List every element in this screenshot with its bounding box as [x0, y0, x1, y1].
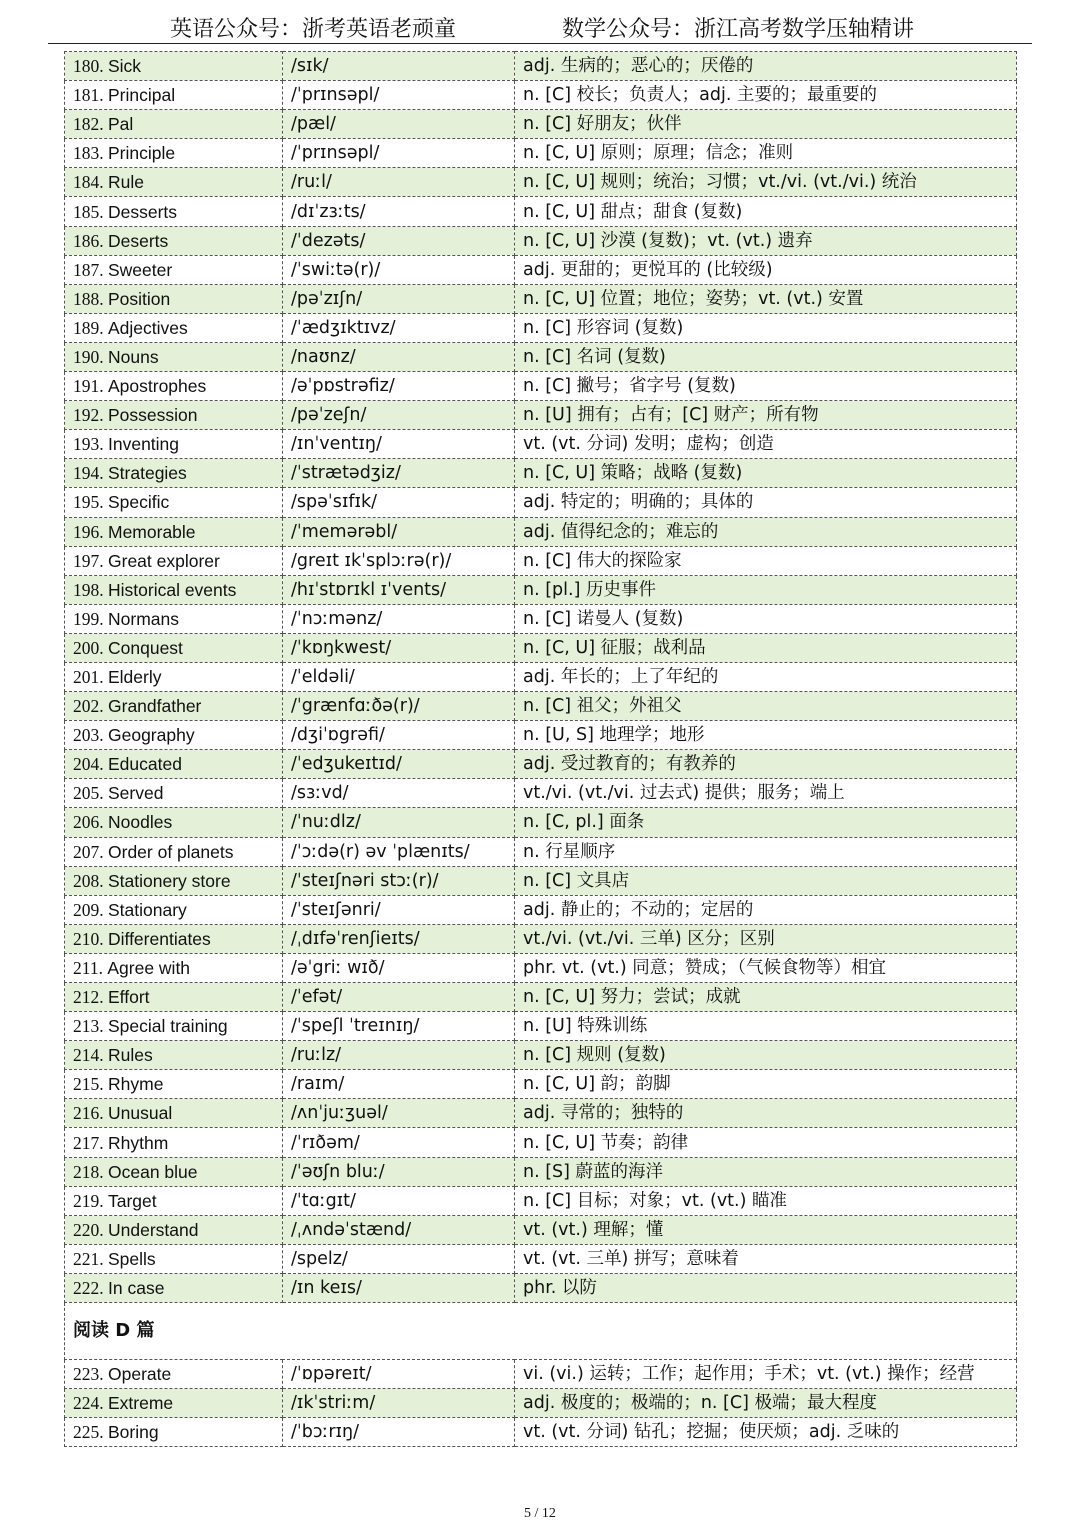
- entry-word: Possession: [108, 405, 198, 426]
- entry-word: Great explorer: [108, 550, 220, 571]
- definition-cell: n. [C, U] 策略；战略 (复数): [515, 459, 1017, 488]
- definition-cell: adj. 值得纪念的；难忘的: [515, 517, 1017, 546]
- definition-cell: n. [C] 好朋友；伙伴: [515, 110, 1017, 139]
- table-row: [65, 488, 1017, 517]
- table-row: [65, 1273, 1017, 1302]
- definition-cell: adj. 生病的；恶心的；厌倦的: [515, 52, 1017, 81]
- entry-number: 213.: [73, 1016, 104, 1037]
- vocabulary-rows-part2: [65, 1360, 1017, 1447]
- phonetic-cell: /sɪk/: [283, 52, 515, 81]
- definition-cell: n. [C] 撇号；省字号 (复数): [515, 372, 1017, 401]
- word-cell: [65, 692, 283, 721]
- phonetic-cell: /ˈbɔːrɪŋ/: [283, 1418, 515, 1447]
- entry-number: 191.: [73, 376, 104, 397]
- word-cell: [65, 110, 283, 139]
- entry-word: Target: [108, 1190, 157, 1211]
- definition-cell: n. [C] 文具店: [515, 866, 1017, 895]
- table-row: [65, 342, 1017, 371]
- entry-word: Grandfather: [108, 696, 202, 717]
- definition-cell: n. [C] 伟大的探险家: [515, 546, 1017, 575]
- table-row: [65, 1186, 1017, 1215]
- entry-word: Educated: [108, 754, 182, 775]
- entry-word: Agree with: [107, 957, 191, 978]
- entry-number: 189.: [73, 317, 104, 338]
- phonetic-cell: /ˈkɒŋkwest/: [283, 633, 515, 662]
- entry-word: Adjectives: [108, 317, 188, 338]
- phonetic-cell: /ˈnuːdlz/: [283, 808, 515, 837]
- definition-cell: n. [U] 拥有；占有；[C] 财产；所有物: [515, 401, 1017, 430]
- definition-cell: n. [pl.] 历史事件: [515, 575, 1017, 604]
- phonetic-cell: /spelz/: [283, 1244, 515, 1273]
- entry-word: Inventing: [108, 434, 180, 455]
- word-cell: [65, 226, 283, 255]
- table-row: [65, 662, 1017, 691]
- table-row: [65, 372, 1017, 401]
- definition-cell: adj. 特定的；明确的；具体的: [515, 488, 1017, 517]
- entry-number: 212.: [73, 987, 104, 1008]
- entry-word: Extreme: [108, 1393, 174, 1414]
- entry-word: Special training: [108, 1016, 228, 1037]
- word-cell: [65, 983, 283, 1012]
- entry-word: Elderly: [108, 667, 162, 688]
- page-header: [0, 12, 1080, 44]
- word-cell: [65, 1012, 283, 1041]
- entry-word: Position: [108, 288, 171, 309]
- entry-word: Nouns: [108, 346, 159, 367]
- section-title: 阅读 D 篇: [65, 1303, 1017, 1360]
- entry-word: Sweeter: [108, 259, 173, 280]
- entry-number: 199.: [73, 608, 104, 629]
- word-cell: [65, 1157, 283, 1186]
- word-cell: [65, 1186, 283, 1215]
- definition-cell: n. [U] 特殊训练: [515, 1012, 1017, 1041]
- word-cell: [65, 1070, 283, 1099]
- word-cell: [65, 924, 283, 953]
- entry-word: Spells: [108, 1248, 156, 1269]
- definition-cell: adj. 年长的；上了年纪的: [515, 662, 1017, 691]
- entry-number: 220.: [73, 1219, 104, 1240]
- definition-cell: n. [C, pl.] 面条: [515, 808, 1017, 837]
- phonetic-cell: /pæl/: [283, 110, 515, 139]
- definition-cell: vt. (vt. 分词) 发明；虚构；创造: [515, 430, 1017, 459]
- definition-cell: adj. 受过教育的；有教养的: [515, 750, 1017, 779]
- phonetic-cell: /ˌʌndəˈstænd/: [283, 1215, 515, 1244]
- word-cell: [65, 575, 283, 604]
- word-cell: [65, 953, 283, 982]
- phonetic-cell: /raɪm/: [283, 1070, 515, 1099]
- word-cell: [65, 255, 283, 284]
- table-row: [65, 953, 1017, 982]
- entry-word: Boring: [108, 1422, 159, 1443]
- definition-cell: phr. 以防: [515, 1273, 1017, 1302]
- phonetic-cell: /ˈnɔːmənz/: [283, 604, 515, 633]
- definition-cell: vt./vi. (vt./vi. 过去式) 提供；服务；端上: [515, 779, 1017, 808]
- entry-word: Operate: [108, 1364, 172, 1385]
- header-divider: [48, 43, 1032, 44]
- phonetic-cell: /ˈsteɪʃənri/: [283, 895, 515, 924]
- word-cell: [65, 750, 283, 779]
- word-cell: [65, 546, 283, 575]
- table-row: [65, 110, 1017, 139]
- page-number: 5 / 12: [524, 1506, 556, 1521]
- definition-cell: n. [C] 目标；对象；vt. (vt.) 瞄准: [515, 1186, 1017, 1215]
- entry-number: 201.: [73, 667, 104, 688]
- phonetic-cell: /əˈpɒstrəfiz/: [283, 372, 515, 401]
- entry-word: Rule: [108, 172, 144, 193]
- entry-word: Memorable: [108, 521, 196, 542]
- entry-word: Ocean blue: [108, 1161, 198, 1182]
- entry-word: Pal: [108, 114, 134, 135]
- entry-number: 223.: [73, 1364, 104, 1385]
- entry-number: 197.: [73, 550, 104, 571]
- definition-cell: n. [C, U] 位置；地位；姿势；vt. (vt.) 安置: [515, 284, 1017, 313]
- definition-cell: vt. (vt. 三单) 拼写；意味着: [515, 1244, 1017, 1273]
- entry-number: 221.: [73, 1248, 104, 1269]
- word-cell: [65, 139, 283, 168]
- table-row: [65, 1360, 1017, 1389]
- phonetic-cell: /hɪˈstɒrɪkl ɪˈvents/: [283, 575, 515, 604]
- table-row: [65, 750, 1017, 779]
- phonetic-cell: /pəˈzeʃn/: [283, 401, 515, 430]
- table-row: [65, 633, 1017, 662]
- table-row: [65, 692, 1017, 721]
- table-row: [65, 168, 1017, 197]
- definition-cell: vt. (vt.) 理解；懂: [515, 1215, 1017, 1244]
- word-cell: [65, 779, 283, 808]
- definition-cell: n. [C] 形容词 (复数): [515, 313, 1017, 342]
- entry-word: Principal: [108, 85, 176, 106]
- entry-number: 219.: [73, 1190, 104, 1211]
- entry-number: 196.: [73, 521, 104, 542]
- table-row: [65, 81, 1017, 110]
- definition-cell: n. [S] 蔚蓝的海洋: [515, 1157, 1017, 1186]
- entry-word: Deserts: [108, 230, 169, 251]
- entry-number: 211.: [73, 957, 103, 978]
- section-heading-row: [65, 1303, 1017, 1360]
- entry-word: Stationary: [108, 899, 187, 920]
- definition-cell: vt. (vt. 分词) 钻孔；挖掘；使厌烦；adj. 乏味的: [515, 1418, 1017, 1447]
- entry-number: 190.: [73, 346, 104, 367]
- phonetic-cell: /ˌdɪfəˈrenʃieɪts/: [283, 924, 515, 953]
- word-cell: [65, 1099, 283, 1128]
- entry-word: Differentiates: [108, 928, 211, 949]
- table-row: [65, 1128, 1017, 1157]
- entry-number: 188.: [73, 288, 104, 309]
- word-cell: [65, 808, 283, 837]
- word-cell: [65, 1273, 283, 1302]
- definition-cell: n. [C, U] 韵；韵脚: [515, 1070, 1017, 1099]
- word-cell: [65, 662, 283, 691]
- entry-word: Rhythm: [108, 1132, 169, 1153]
- word-cell: [65, 342, 283, 371]
- definition-cell: n. [C, U] 征服；战利品: [515, 633, 1017, 662]
- entry-word: Specific: [108, 492, 170, 513]
- word-cell: [65, 284, 283, 313]
- entry-word: Stationery store: [108, 870, 231, 891]
- word-cell: [65, 895, 283, 924]
- entry-number: 214.: [73, 1045, 104, 1066]
- phonetic-cell: /ˈrɪðəm/: [283, 1128, 515, 1157]
- entry-number: 208.: [73, 870, 104, 891]
- table-row: [65, 197, 1017, 226]
- entry-number: 198.: [73, 579, 104, 600]
- entry-word: Normans: [108, 608, 179, 629]
- definition-cell: n. [C] 祖父；外祖父: [515, 692, 1017, 721]
- word-cell: [65, 1215, 283, 1244]
- entry-number: 224.: [73, 1393, 104, 1414]
- word-cell: [65, 401, 283, 430]
- definition-cell: n. [C, U] 努力；尝试；成就: [515, 983, 1017, 1012]
- phonetic-cell: /ˈswiːtə(r)/: [283, 255, 515, 284]
- phonetic-cell: /əˈgriː wɪð/: [283, 953, 515, 982]
- entry-number: 202.: [73, 696, 104, 717]
- table-row: [65, 983, 1017, 1012]
- definition-cell: adj. 更甜的；更悦耳的 (比较级): [515, 255, 1017, 284]
- definition-cell: n. [C] 规则 (复数): [515, 1041, 1017, 1070]
- word-cell: [65, 168, 283, 197]
- entry-word: Rules: [108, 1045, 153, 1066]
- phonetic-cell: /ˈprɪnsəpl/: [283, 81, 515, 110]
- table-row: [65, 459, 1017, 488]
- phonetic-cell: /ˈeldəli/: [283, 662, 515, 691]
- entry-number: 183.: [73, 143, 104, 164]
- word-cell: [65, 430, 283, 459]
- word-cell: [65, 1244, 283, 1273]
- definition-cell: vi. (vi.) 运转；工作；起作用；手术；vt. (vt.) 操作；经营: [515, 1360, 1017, 1389]
- phonetic-cell: /dɪˈzɜːts/: [283, 197, 515, 226]
- entry-number: 222.: [73, 1277, 104, 1298]
- word-cell: [65, 488, 283, 517]
- entry-number: 210.: [73, 928, 104, 949]
- definition-cell: n. [C, U] 甜点；甜食 (复数): [515, 197, 1017, 226]
- definition-cell: n. [C, U] 规则；统治；习惯；vt./vi. (vt./vi.) 统治: [515, 168, 1017, 197]
- phonetic-cell: /sɜːvd/: [283, 779, 515, 808]
- entry-word: Desserts: [108, 201, 178, 222]
- entry-number: 182.: [73, 114, 104, 135]
- word-cell: [65, 81, 283, 110]
- entry-word: Rhyme: [108, 1074, 164, 1095]
- phonetic-cell: /ˈefət/: [283, 983, 515, 1012]
- header-math-account: 数学公众号：浙江高考数学压轴精讲: [562, 17, 915, 42]
- section-heading-group: [65, 1303, 1017, 1360]
- word-cell: [65, 459, 283, 488]
- definition-cell: n. [C, U] 原则；原理；信念；准则: [515, 139, 1017, 168]
- definition-cell: n. [C] 校长；负责人；adj. 主要的；最重要的: [515, 81, 1017, 110]
- table-row: [65, 226, 1017, 255]
- table-row: [65, 1041, 1017, 1070]
- table-row: [65, 837, 1017, 866]
- entry-number: 209.: [73, 899, 104, 920]
- phonetic-cell: /ˈɔːdə(r) əv ˈplænɪts/: [283, 837, 515, 866]
- phonetic-cell: /ˈædʒɪktɪvz/: [283, 313, 515, 342]
- entry-number: 192.: [73, 405, 104, 426]
- word-cell: [65, 633, 283, 662]
- phonetic-cell: /naʊnz/: [283, 342, 515, 371]
- phonetic-cell: /ruːl/: [283, 168, 515, 197]
- phonetic-cell: /ˈedʒukeɪtɪd/: [283, 750, 515, 779]
- table-row: [65, 808, 1017, 837]
- entry-word: Served: [108, 783, 164, 804]
- entry-number: 203.: [73, 725, 104, 746]
- entry-number: 181.: [73, 85, 104, 106]
- entry-word: Noodles: [108, 812, 173, 833]
- phonetic-cell: /ˈprɪnsəpl/: [283, 139, 515, 168]
- phonetic-cell: /ˈɒpəreɪt/: [283, 1360, 515, 1389]
- table-row: [65, 895, 1017, 924]
- table-row: [65, 401, 1017, 430]
- entry-number: 193.: [73, 434, 104, 455]
- word-cell: [65, 604, 283, 633]
- entry-number: 184.: [73, 172, 104, 193]
- table-row: [65, 1244, 1017, 1273]
- table-row: [65, 430, 1017, 459]
- word-cell: [65, 837, 283, 866]
- table-row: [65, 604, 1017, 633]
- table-row: [65, 517, 1017, 546]
- word-cell: [65, 1360, 283, 1389]
- phonetic-cell: /ˈstrætədʒiz/: [283, 459, 515, 488]
- table-row: [65, 1389, 1017, 1418]
- entry-word: Understand: [108, 1219, 199, 1240]
- definition-cell: adj. 极度的；极端的；n. [C] 极端；最大程度: [515, 1389, 1017, 1418]
- entry-word: Historical events: [108, 579, 237, 600]
- word-cell: [65, 721, 283, 750]
- definition-cell: vt./vi. (vt./vi. 三单) 区分；区别: [515, 924, 1017, 953]
- phonetic-cell: /greɪt ɪkˈsplɔːrə(r)/: [283, 546, 515, 575]
- phonetic-cell: /ˈdezəts/: [283, 226, 515, 255]
- entry-number: 215.: [73, 1074, 104, 1095]
- table-row: [65, 1215, 1017, 1244]
- entry-word: Sick: [108, 56, 142, 77]
- definition-cell: phr. vt. (vt.) 同意；赞成；（气候食物等）相宜: [515, 953, 1017, 982]
- definition-cell: n. [C, U] 沙漠 (复数)；vt. (vt.) 遗弃: [515, 226, 1017, 255]
- definition-cell: n. [C] 诺曼人 (复数): [515, 604, 1017, 633]
- phonetic-cell: /pəˈzɪʃn/: [283, 284, 515, 313]
- definition-cell: adj. 静止的；不动的；定居的: [515, 895, 1017, 924]
- definition-cell: n. [U, S] 地理学；地形: [515, 721, 1017, 750]
- word-cell: [65, 197, 283, 226]
- phonetic-cell: /spəˈsɪfɪk/: [283, 488, 515, 517]
- table-row: [65, 313, 1017, 342]
- entry-number: 180.: [73, 56, 104, 77]
- table-row: [65, 1157, 1017, 1186]
- word-cell: [65, 372, 283, 401]
- entry-word: Strategies: [108, 463, 187, 484]
- word-cell: [65, 313, 283, 342]
- entry-word: Geography: [108, 725, 195, 746]
- definition-cell: adj. 寻常的；独特的: [515, 1099, 1017, 1128]
- table-row: [65, 575, 1017, 604]
- word-cell: [65, 517, 283, 546]
- entry-number: 207.: [73, 841, 104, 862]
- table-row: [65, 924, 1017, 953]
- table-row: [65, 721, 1017, 750]
- entry-number: 205.: [73, 783, 104, 804]
- entry-number: 218.: [73, 1161, 104, 1182]
- table-row: [65, 1099, 1017, 1128]
- entry-number: 195.: [73, 492, 104, 513]
- entry-number: 204.: [73, 754, 104, 775]
- definition-cell: n. [C] 名词 (复数): [515, 342, 1017, 371]
- header-english-account: 英语公众号：浙考英语老顽童: [170, 17, 457, 42]
- entry-number: 194.: [73, 463, 104, 484]
- entry-number: 200.: [73, 637, 104, 658]
- definition-cell: n. [C, U] 节奏；韵律: [515, 1128, 1017, 1157]
- word-cell: [65, 1418, 283, 1447]
- table-row: [65, 284, 1017, 313]
- entry-word: Order of planets: [108, 841, 234, 862]
- entry-number: 186.: [73, 230, 104, 251]
- phonetic-cell: /ˈəʊʃn bluː/: [283, 1157, 515, 1186]
- entry-word: Conquest: [108, 637, 183, 658]
- entry-word: Apostrophes: [108, 376, 207, 397]
- table-row: [65, 1070, 1017, 1099]
- entry-number: 185.: [73, 201, 104, 222]
- table-row: [65, 546, 1017, 575]
- phonetic-cell: /ˈtɑːgɪt/: [283, 1186, 515, 1215]
- entry-word: In case: [108, 1277, 165, 1298]
- definition-cell: n. 行星顺序: [515, 837, 1017, 866]
- phonetic-cell: /ˈgrænfɑːðə(r)/: [283, 692, 515, 721]
- phonetic-cell: /ˈmemərəbl/: [283, 517, 515, 546]
- word-cell: [65, 1389, 283, 1418]
- entry-word: Effort: [108, 987, 150, 1008]
- phonetic-cell: /dʒiˈɒgrəfi/: [283, 721, 515, 750]
- phonetic-cell: /ɪn keɪs/: [283, 1273, 515, 1302]
- entry-number: 216.: [73, 1103, 104, 1124]
- entry-number: 217.: [73, 1132, 104, 1153]
- word-cell: [65, 866, 283, 895]
- table-row: [65, 1418, 1017, 1447]
- table-row: [65, 139, 1017, 168]
- entry-number: 206.: [73, 812, 104, 833]
- phonetic-cell: /ruːlz/: [283, 1041, 515, 1070]
- table-row: [65, 866, 1017, 895]
- vocabulary-table: [64, 51, 1017, 1447]
- entry-number: 225.: [73, 1422, 104, 1443]
- phonetic-cell: /ɪkˈstriːm/: [283, 1389, 515, 1418]
- phonetic-cell: /ˈspeʃl ˈtreɪnɪŋ/: [283, 1012, 515, 1041]
- table-row: [65, 779, 1017, 808]
- phonetic-cell: /ˈsteɪʃnəri stɔː(r)/: [283, 866, 515, 895]
- table-row: [65, 255, 1017, 284]
- word-cell: [65, 1128, 283, 1157]
- entry-word: Principle: [108, 143, 176, 164]
- word-cell: [65, 52, 283, 81]
- entry-number: 187.: [73, 259, 104, 280]
- entry-word: Unusual: [108, 1103, 173, 1124]
- phonetic-cell: /ʌnˈjuːʒuəl/: [283, 1099, 515, 1128]
- table-row: [65, 52, 1017, 81]
- table-row: [65, 1012, 1017, 1041]
- phonetic-cell: /ɪnˈventɪŋ/: [283, 430, 515, 459]
- vocabulary-rows-part1: [65, 52, 1017, 1303]
- word-cell: [65, 1041, 283, 1070]
